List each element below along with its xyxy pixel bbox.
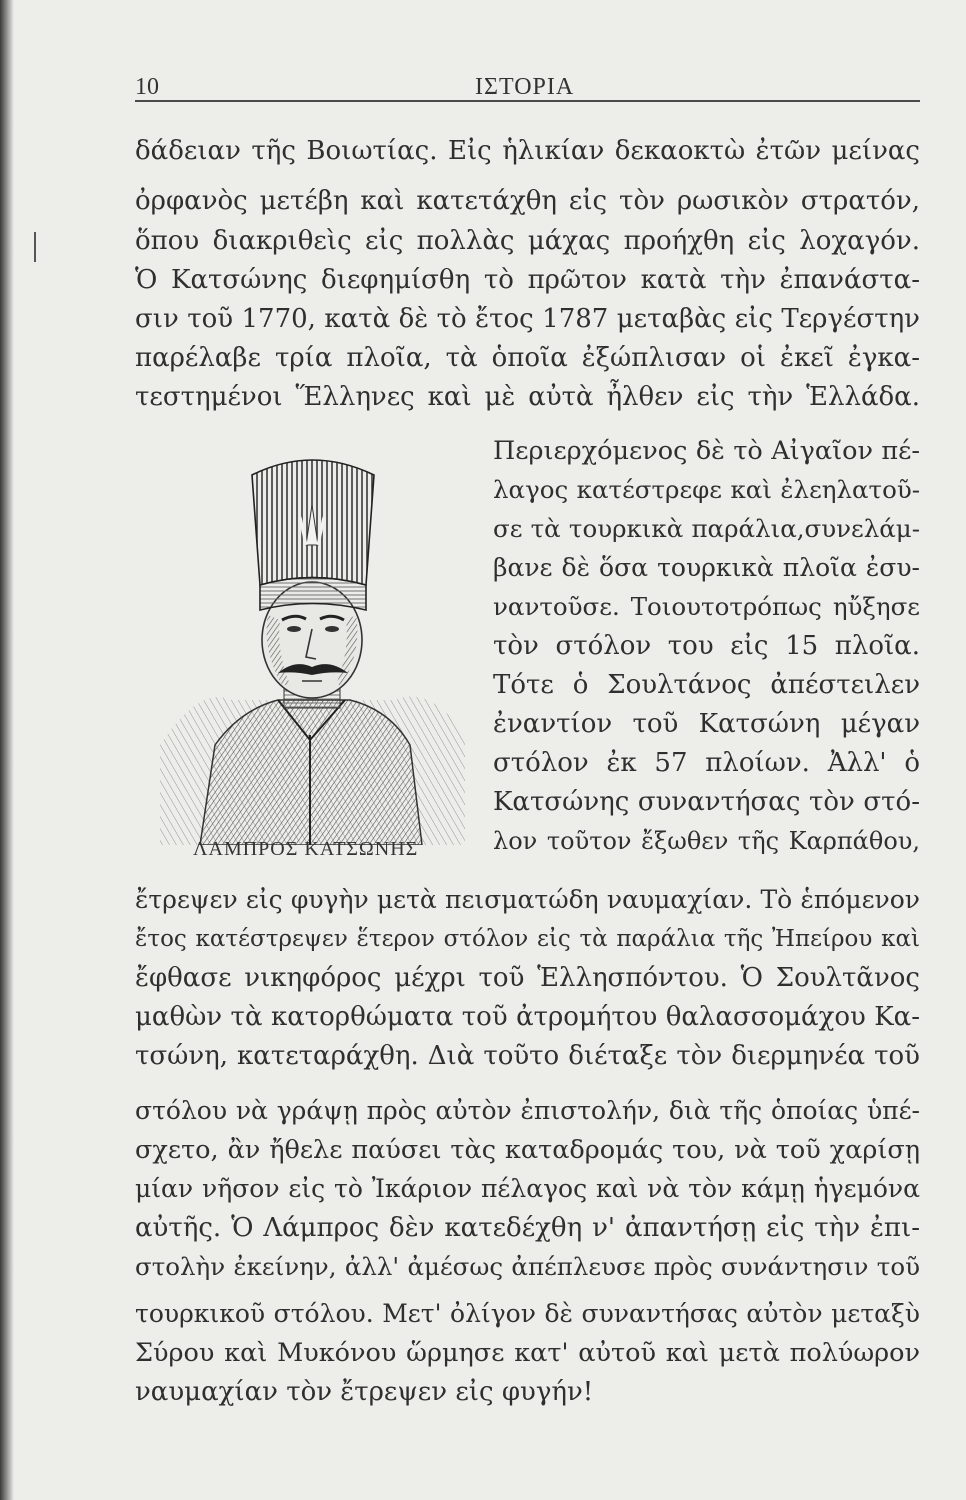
text-line: παρέλαβε τρία πλοῖα, τὰ ὁποῖα ἐξώπλισαν οἱ ἐκεῖ ἐγκα- bbox=[135, 343, 920, 373]
text-line: μίαν νῆσον εἰς τὸ Ἰκάριον πέλαγος καὶ νὰ τὸν κάμῃ ἡγεμόνα bbox=[135, 1174, 920, 1203]
text-line: Ὁ Κατσώνης διεφημίσθη τὸ πρῶτον κατὰ τὴν ἐπανάστα- bbox=[135, 265, 920, 295]
column-text-line: ναντοῦσε. Τοιουτοτρόπως ηὔξησε bbox=[493, 592, 920, 621]
text-line: Σύρου καὶ Μυκόνου ὥρμησε κατ' αὐτοῦ καὶ μετὰ πολύωρον bbox=[135, 1338, 920, 1368]
text-line: δάδειαν τῆς Βοιωτίας. Εἰς ἡλικίαν δεκαοκτὼ ἐτῶν μείνας bbox=[135, 136, 920, 166]
column-text-line: στόλον ἐκ 57 πλοίων. Ἀλλ' ὁ bbox=[493, 748, 920, 778]
text-line: ἔφθασε νικηφόρος μέχρι τοῦ Ἑλλησπόντου. Ὁ Σουλτᾶνος bbox=[135, 963, 920, 993]
column-text-line: Τότε ὁ Σουλτάνος ἀπέστειλεν bbox=[493, 670, 920, 700]
column-text-line: ἐναντίον τοῦ Κατσώνη μέγαν bbox=[493, 709, 920, 739]
text-line: μαθὼν τὰ κατορθώματα τοῦ ἀτρομήτου θαλασσομάχου Κα- bbox=[135, 1002, 920, 1032]
text-line-last: ναυμαχίαν τὸν ἔτρεψεν εἰς φυγήν! bbox=[135, 1377, 594, 1407]
text-line: ἔτρεψεν εἰς φυγὴν μετὰ πεισματώδη ναυμαχίαν. Τὸ ἑπόμενον bbox=[135, 885, 920, 914]
portrait-engraving bbox=[160, 445, 465, 845]
column-text-line: λαγος κατέστρεφε καὶ ἐλεηλατοῦ- bbox=[493, 475, 920, 504]
running-head: ΙΣΤΟΡΙΑ bbox=[475, 74, 575, 100]
column-text-line: Κατσώνης συναντήσας τὸν στό- bbox=[493, 787, 920, 817]
margin-pencil-mark bbox=[34, 232, 36, 262]
text-line: τουρκικοῦ στόλου. Μετ' ὀλίγον δὲ συναντήσας αὐτὸν μεταξὺ bbox=[135, 1299, 920, 1328]
column-text-line: λον τοῦτον ἔξωθεν τῆς Καρπάθου, bbox=[493, 827, 920, 855]
column-text-line: τὸν στόλον του εἰς 15 πλοῖα. bbox=[493, 631, 920, 661]
column-text-line: Περιερχόμενος δὲ τὸ Αἰγαῖον πέ- bbox=[493, 436, 920, 466]
text-line: ὅπου διακριθεὶς εἰς πολλὰς μάχας προήχθη εἰς λοχαγόν. bbox=[135, 226, 920, 256]
page-header bbox=[135, 66, 925, 100]
text-line: σιν τοῦ 1770, κατὰ δὲ τὸ ἔτος 1787 μεταβὰς εἰς Τεργέστην bbox=[135, 304, 920, 334]
text-line: σχετο, ἂν ἤθελε παύσει τὰς καταδρομάς του, νὰ τοῦ χαρίσῃ bbox=[135, 1135, 920, 1165]
text-line: ὀρφανὸς μετέβη καὶ κατετάχθη εἰς τὸν ρωσικὸν στρατόν, bbox=[135, 186, 920, 216]
column-text-line: σε τὰ τουρκικὰ παράλια,συνελάμ- bbox=[493, 514, 920, 543]
text-line: ἔτος κατέστρεψεν ἕτερον στόλον εἰς τὰ παράλια τῆς Ἠπείρου καὶ bbox=[135, 926, 920, 952]
text-line: στολὴν ἐκείνην, ἀλλ' ἀμέσως ἀπέπλευσε πρὸς συνάντησιν τοῦ bbox=[135, 1252, 920, 1281]
column-text-line: βανε δὲ ὅσα τουρκικὰ πλοῖα ἐσυ- bbox=[493, 553, 920, 582]
text-line: αὐτῆς. Ὁ Λάμπρος δὲν κατεδέχθη ν' ἀπαντήσῃ εἰς τὴν ἐπι- bbox=[135, 1213, 920, 1243]
portrait-caption: ΛΑΜΠΡΟΣ ΚΑΤΣΩΝΗΣ bbox=[193, 838, 419, 860]
page-number: 10 bbox=[135, 74, 159, 100]
text-line: τσώνη, κατεταράχθη. Διὰ τοῦτο διέταξε τὸν διερμηνέα τοῦ bbox=[135, 1041, 920, 1071]
header-rule bbox=[135, 100, 920, 102]
text-line: τεστημένοι Ἕλληνες καὶ μὲ αὐτὰ ἦλθεν εἰς τὴν Ἑλλάδα. bbox=[135, 382, 920, 412]
text-line: στόλου νὰ γράψῃ πρὸς αὐτὸν ἐπιστολήν, διὰ τῆς ὁποίας ὑπέ- bbox=[135, 1096, 920, 1125]
